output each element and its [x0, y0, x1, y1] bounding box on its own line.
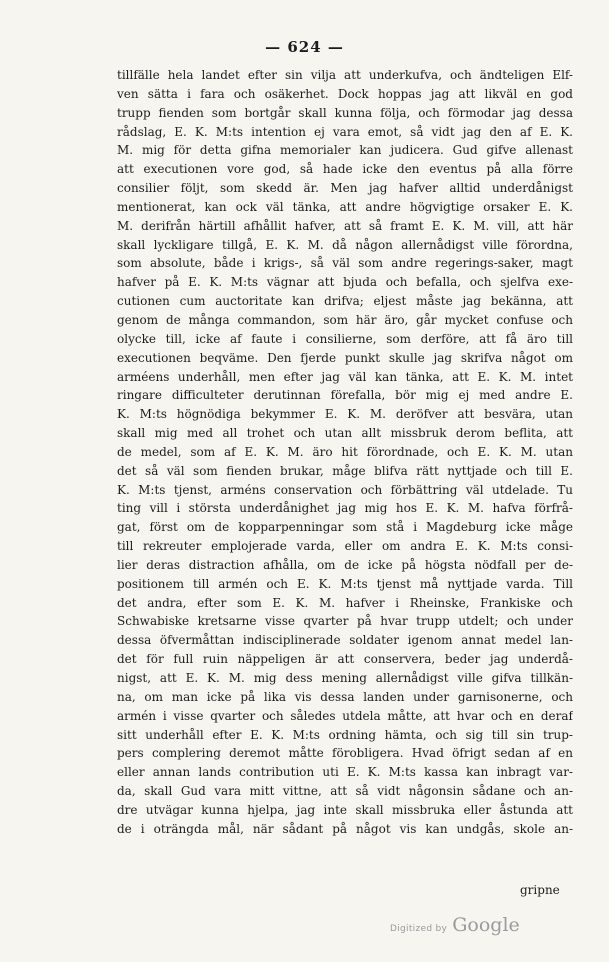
text-line: tillfälle hela landet efter sin vilja att underkufva, och ändteligen Elf- — [117, 68, 573, 82]
text-line: trupp fienden som bortgår skall kunna följa, och förmodar jag dessa — [117, 105, 573, 120]
text-line: de medel, som af E. K. M. äro hit förordnade, och E. K. M. utan — [117, 444, 573, 459]
text-line: dre utvägar kunna hjelpa, jag inte skall missbruka eller åstunda att — [117, 802, 573, 817]
watermark-prefix: Digitized by — [390, 924, 448, 934]
text-line: K. M:ts högnödiga bekymmer E. K. M. deröfver att besvära, utan — [117, 407, 573, 422]
text-line: armén i visse qvarter och således utdela måtte, att hvar och en deraf — [117, 708, 573, 723]
text-line: mentionerat, kan ock väl tänka, att andre högvigtige orsaker E. K. — [117, 199, 573, 214]
text-line: M. derifrån härtill afhållit hafver, att så framt E. K. M. vill, att här — [117, 218, 573, 233]
text-line: dessa öfvermåttan indisciplinerade soldater igenom annat medel lan- — [117, 633, 573, 648]
text-line: na, om man icke på lika vis dessa landen under garnisonerne, och — [117, 689, 573, 704]
text-line: executionen beqväme. Den fjerde punkt skulle jag skrifva något om — [117, 350, 573, 365]
digitized-by-google-watermark — [390, 914, 520, 936]
text-line: ringare difficulteter derutinnan förefalla, bör mig ej med andre E. — [117, 388, 573, 403]
text-line: pers complering deremot måtte förobligera. Hvad öfrigt sedan af en — [117, 746, 573, 761]
text-line: da, skall Gud vara mitt vittne, att så vidt någonsin sådane och an- — [117, 784, 573, 799]
text-line: arméens underhåll, men efter jag väl kan tänka, att E. K. M. intet — [117, 369, 573, 384]
text-line: hafver på E. K. M:ts vägnar att bjuda och befalla, och sjelfva exe- — [117, 275, 573, 290]
text-line: eller annan lands contribution uti E. K. M:ts kassa kan inbragt var- — [117, 765, 573, 780]
text-line: Schwabiske kretsarne visse qvarter på hvar trupp utdelt; och under — [117, 614, 573, 629]
body-text — [117, 66, 573, 839]
text-line: consilier följt, som skedd är. Men jag hafver alltid underdånigst — [117, 181, 573, 196]
text-line: gat, först om de kopparpenningar som stå i Magdeburg icke måge — [117, 520, 573, 535]
catchword: gripne — [520, 883, 560, 897]
text-line: som absolute, både i krigs-, så väl som andre regerings-saker, magt — [117, 256, 573, 271]
text-line: positionem till armén och E. K. M:ts tjenst må nyttjade varda. Till — [117, 576, 573, 591]
text-line: M. mig för detta gifna memorialer kan judicera. Gud gifve allenast — [117, 143, 573, 158]
text-line: ven sätta i fara och osäkerhet. Dock hoppas jag att likväl en god — [117, 86, 573, 101]
text-line: det så väl som fienden brukar, måge blifva rätt nyttjade och till E. — [117, 463, 573, 478]
text-line: de i oträngda mål, när sådant på något vis kan undgås, skole an- — [117, 821, 573, 836]
text-line: K. M:ts tjenst, arméns conservation och förbättring väl utdelade. Tu — [117, 482, 573, 497]
text-line: att executionen vore god, så hade icke den eventus på alla förre — [117, 162, 573, 177]
page-number: — 624 — — [265, 38, 344, 56]
text-line: det andra, efter som E. K. M. hafver i Rheinske, Frankiske och — [117, 595, 573, 610]
text-line: nigst, att E. K. M. mig dess mening allernådigst ville gifva tillkän- — [117, 671, 573, 685]
text-line: det för full ruin näppeligen är att conservera, beder jag underdå- — [117, 652, 573, 667]
text-line: olycke till, icke af faute i consilierne, som derföre, att få äro till — [117, 331, 573, 346]
text-line: rådslag, E. K. M:ts intention ej vara emot, så vidt jag den af E. K. — [117, 124, 573, 139]
text-line: lier deras distraction afhålla, om de icke på högsta nödfall per de- — [117, 557, 573, 572]
text-line: cutionen cum auctoritate kan drifva; eljest måste jag bekänna, att — [117, 294, 573, 309]
text-line: skall mig med all trohet och utan allt missbruk derom beflita, att — [117, 426, 573, 441]
text-line: sitt underhåll efter E. K. M:ts ordning hämta, och sig till sin trup- — [117, 727, 573, 742]
text-line: till rekreuter emplojerade varda, eller om andra E. K. M:ts consi- — [117, 539, 573, 554]
text-line: skall lyckligare tillgå, E. K. M. då någon allernådigst ville förordna, — [117, 237, 573, 252]
text-line: ting vill i största underdånighet jag mig hos E. K. M. hafva förfrå- — [117, 501, 573, 516]
text-line: genom de många commandon, som här äro, går mycket confuse och — [117, 312, 573, 327]
watermark-brand: Google — [452, 914, 520, 936]
